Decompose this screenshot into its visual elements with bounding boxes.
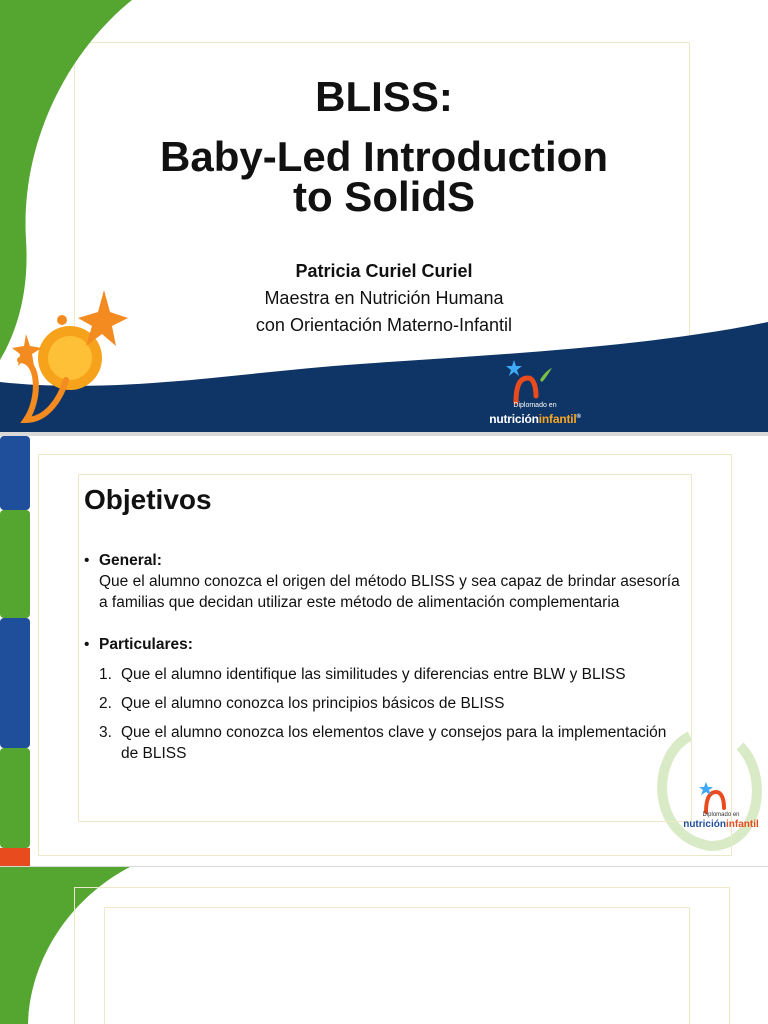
- brand-logo: [470, 402, 600, 426]
- list-item: [99, 693, 680, 714]
- bullet-general: [84, 550, 680, 613]
- brand-name-part1: nutrición: [683, 819, 726, 830]
- brand-name: [676, 819, 766, 831]
- slide2-title: Objetivos: [84, 484, 212, 515]
- brand-name: [470, 410, 600, 426]
- author-role: Maestra en Nutrición Humana: [264, 288, 504, 308]
- objectives-body: [84, 550, 680, 772]
- particulares-label: Particulares:: [99, 636, 193, 653]
- brand-mark: ®: [576, 414, 581, 420]
- bullet-dot: •: [84, 552, 90, 569]
- title-line: BLISS:: [315, 73, 453, 120]
- brand-small-text: Diplomado en: [702, 812, 740, 818]
- brand-small-text: Diplomado en: [513, 402, 557, 409]
- general-text: Que el alumno conozca el origen del método BLISS y sea capaz de brindar asesoría a familias que decidan utilizar este método de alimentación complementaria: [99, 573, 680, 611]
- brand-name-part2: infantil: [726, 819, 759, 830]
- title-line: Baby-Led Introduction: [160, 133, 608, 180]
- particulares-list: [84, 664, 680, 764]
- item-text: Que el alumno conozca los principios básicos de BLISS: [121, 695, 505, 712]
- content-frame: [104, 907, 690, 1024]
- item-number: 2.: [99, 695, 112, 712]
- slide-partial: [0, 867, 768, 1024]
- brand-name-part2: infantil: [538, 412, 577, 426]
- bullet-particulares: [84, 634, 680, 655]
- brand-name-part1: nutrición: [489, 412, 539, 426]
- author-block: [0, 258, 768, 339]
- bullet-dot: •: [84, 636, 90, 653]
- brand-logo: [676, 812, 766, 831]
- author-name: Patricia Curiel Curiel: [295, 261, 473, 281]
- slide-objectives: [0, 436, 768, 866]
- item-text: Que el alumno identifique las similitudes y diferencias entre BLW y BLISS: [121, 666, 626, 683]
- slide1-title: [0, 72, 768, 222]
- general-label: General:: [99, 552, 162, 569]
- author-role: con Orientación Materno-Infantil: [255, 315, 513, 335]
- item-number: 3.: [99, 724, 112, 741]
- item-number: 1.: [99, 666, 112, 683]
- list-item: [99, 722, 680, 764]
- title-line: to SolidS: [293, 173, 475, 220]
- list-item: [99, 664, 680, 685]
- item-text: Que el alumno conozca los elementos clave y consejos para la implementación de BLISS: [121, 724, 667, 762]
- slide-title: [0, 0, 768, 432]
